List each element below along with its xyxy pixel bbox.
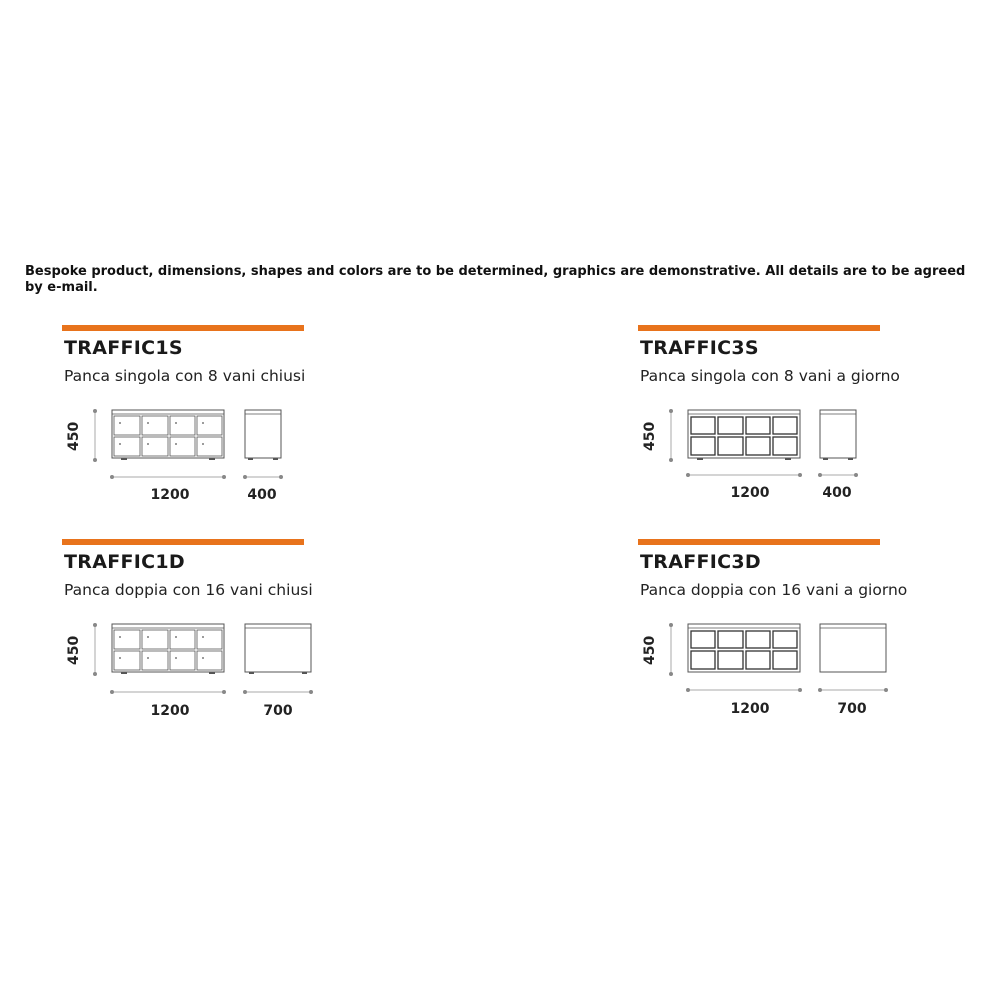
product-description: Panca doppia con 16 vani chiusi bbox=[64, 581, 313, 599]
side-view bbox=[820, 624, 886, 672]
height-dimension bbox=[66, 623, 97, 676]
accent-bar bbox=[638, 325, 880, 331]
width-dimension bbox=[686, 473, 802, 501]
product-traffic3s bbox=[638, 325, 958, 525]
width-dimension bbox=[110, 475, 226, 503]
side-view bbox=[245, 624, 311, 674]
product-description: Panca singola con 8 vani chiusi bbox=[64, 367, 306, 385]
depth-label: 700 bbox=[837, 701, 867, 717]
depth-label: 400 bbox=[247, 487, 277, 503]
product-code: TRAFFIC3D bbox=[640, 551, 761, 573]
accent-bar bbox=[638, 539, 880, 545]
front-view bbox=[112, 624, 224, 674]
width-dimension bbox=[110, 690, 226, 719]
width-label: 1200 bbox=[150, 487, 190, 503]
depth-dimension bbox=[818, 688, 888, 717]
depth-label: 700 bbox=[263, 703, 293, 719]
height-label: 450 bbox=[66, 421, 82, 451]
bench-drawing bbox=[638, 400, 958, 510]
product-traffic1d bbox=[62, 539, 382, 739]
side-view bbox=[820, 410, 856, 460]
depth-dimension bbox=[243, 690, 313, 719]
depth-dimension bbox=[243, 475, 283, 503]
width-label: 1200 bbox=[730, 485, 770, 501]
width-dimension bbox=[686, 688, 802, 717]
product-traffic1s bbox=[62, 325, 382, 525]
height-label: 450 bbox=[642, 421, 658, 451]
accent-bar bbox=[62, 325, 304, 331]
disclaimer-text: Bespoke product, dimensions, shapes and colors are to be determined, graphics are demonstrative. All details are to be agreed by e-mail. bbox=[25, 264, 966, 295]
product-traffic3d bbox=[638, 539, 958, 739]
product-code: TRAFFIC1S bbox=[64, 337, 183, 359]
product-code: TRAFFIC3S bbox=[640, 337, 759, 359]
depth-dimension bbox=[818, 473, 858, 501]
bench-drawing bbox=[638, 614, 958, 724]
depth-label: 400 bbox=[822, 485, 852, 501]
bench-drawing bbox=[62, 614, 382, 724]
height-label: 450 bbox=[642, 635, 658, 665]
height-dimension bbox=[642, 623, 673, 676]
accent-bar bbox=[62, 539, 304, 545]
width-label: 1200 bbox=[150, 703, 190, 719]
product-code: TRAFFIC1D bbox=[64, 551, 185, 573]
height-dimension bbox=[66, 409, 97, 462]
width-label: 1200 bbox=[730, 701, 770, 717]
front-view bbox=[112, 410, 224, 460]
product-description: Panca singola con 8 vani a giorno bbox=[640, 367, 900, 385]
product-description: Panca doppia con 16 vani a giorno bbox=[640, 581, 908, 599]
height-dimension bbox=[642, 409, 673, 462]
bench-drawing bbox=[62, 400, 382, 510]
front-view bbox=[688, 624, 800, 672]
side-view bbox=[245, 410, 281, 460]
height-label: 450 bbox=[66, 635, 82, 665]
front-view bbox=[688, 410, 800, 460]
